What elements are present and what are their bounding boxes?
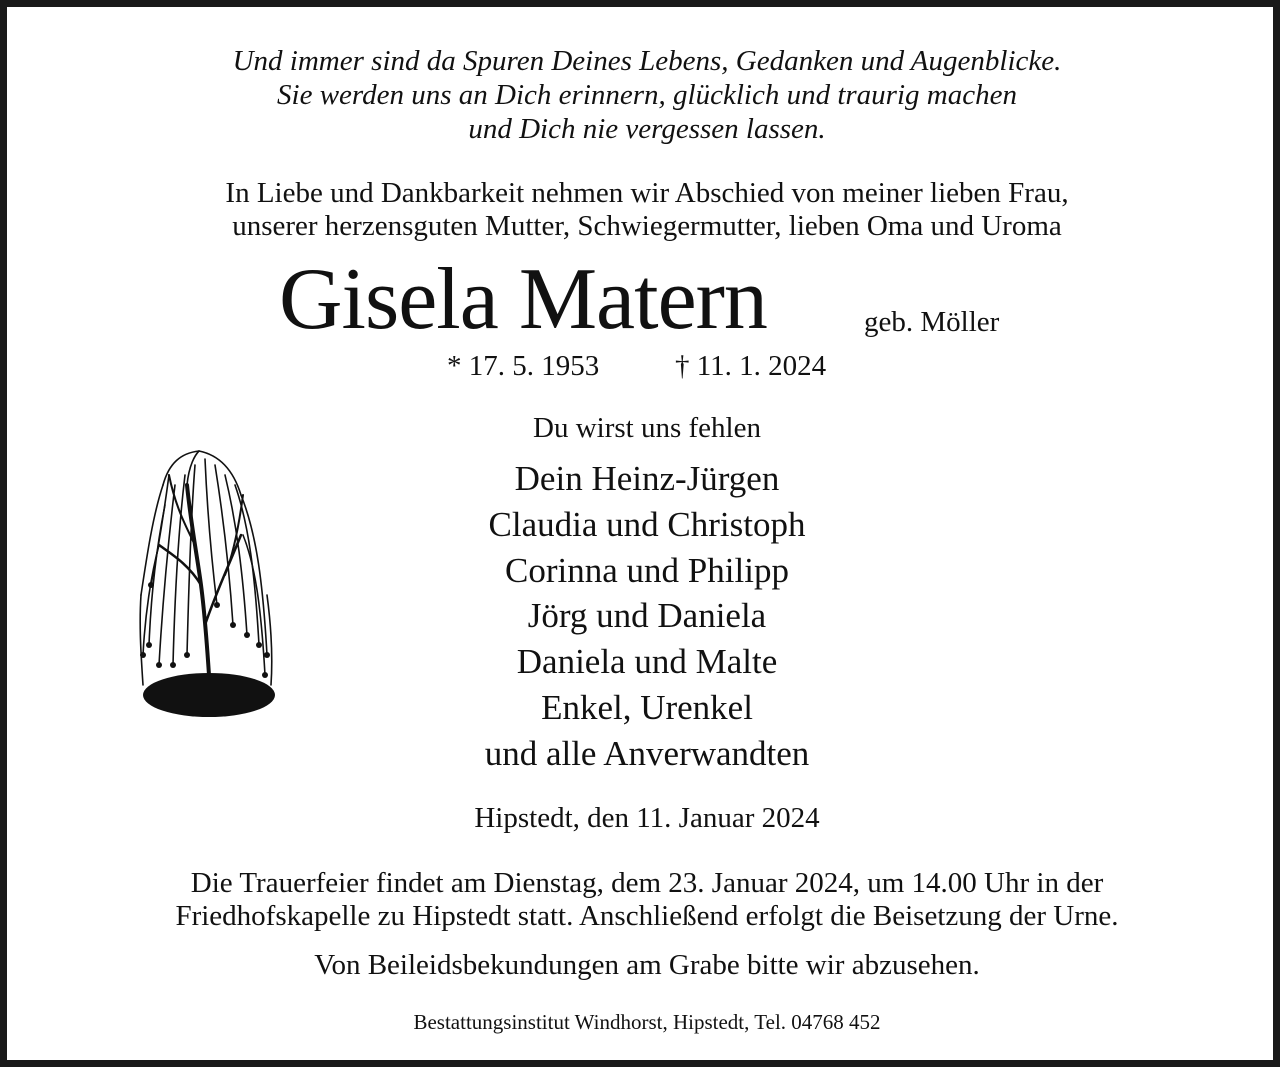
poem-verse (7, 44, 1280, 146)
funeral-home-text: Bestattungsinstitut Windhorst, Hipstedt, Tel. 04768 452 (413, 1010, 881, 1034)
mourners-list (7, 456, 1280, 777)
life-dates (7, 349, 1280, 383)
mourner-name: und alle Anverwandten (484, 733, 810, 773)
poem-line: Und immer sind da Spuren Deines Lebens, Gedanken und Augenblicke. (232, 45, 1062, 77)
birth-date: * 17. 5. 1953 (447, 350, 600, 382)
poem-line: Sie werden uns an Dich erinnern, glücklich und traurig machen (277, 79, 1017, 111)
mourner-name: Corinna und Philipp (505, 550, 789, 590)
place-and-date (7, 801, 1280, 835)
place-date-text: Hipstedt, den 11. Januar 2024 (474, 802, 820, 834)
poem-line: und Dich nie vergessen lassen. (468, 113, 826, 145)
ceremony-line: Friedhofskapelle zu Hipstedt statt. Anschließend erfolgt die Beisetzung der Urne. (175, 900, 1119, 932)
deceased-name: Gisela Matern (279, 251, 767, 348)
mourner-name: Dein Heinz-Jürgen (514, 459, 780, 498)
deceased-name-row (7, 251, 1280, 348)
farewell-intro (7, 177, 1280, 243)
mourner-name: Daniela und Malte (516, 642, 778, 682)
mourners-heading (7, 411, 1280, 445)
intro-line: unserer herzensguten Mutter, Schwiegermutter, lieben Oma und Uroma (232, 210, 1062, 242)
mourner-name: Enkel, Urenkel (541, 687, 753, 727)
ceremony-line: Die Trauerfeier findet am Dienstag, dem 23. Januar 2024, um 14.00 Uhr in der (190, 867, 1104, 899)
intro-line: In Liebe und Dankbarkeit nehmen wir Abschied von meiner lieben Frau, (225, 177, 1069, 209)
mourner-name: Jörg und Daniela (527, 596, 767, 636)
mourner-name: Claudia und Christoph (488, 504, 806, 544)
death-date: † 11. 1. 2024 (675, 350, 827, 382)
maiden-name: geb. Möller (864, 306, 1000, 338)
condolence-note (7, 948, 1280, 982)
funeral-home-info (7, 1009, 1280, 1035)
condolence-text: Von Beileidsbekundungen am Grabe bitte wir abzusehen. (314, 949, 980, 981)
mourners-heading-text: Du wirst uns fehlen (533, 412, 761, 444)
ceremony-info (7, 867, 1280, 933)
